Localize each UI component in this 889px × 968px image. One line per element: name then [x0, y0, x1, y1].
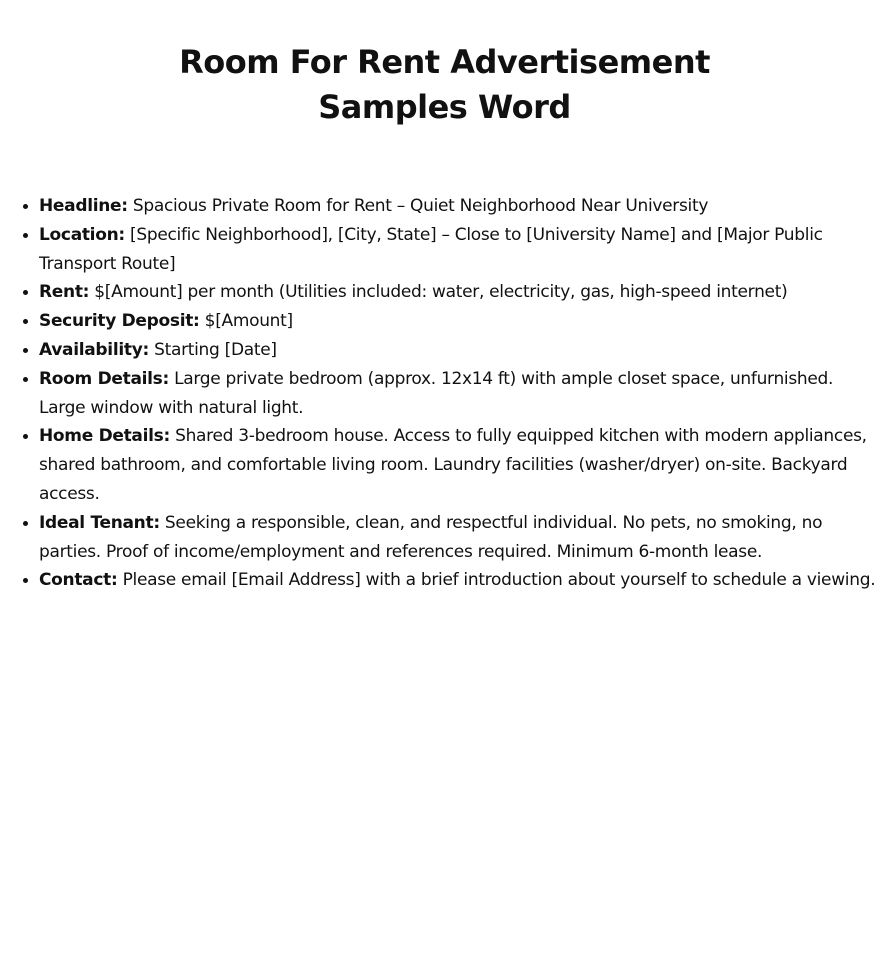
item-label: Home Details:: [39, 426, 170, 447]
list-item-security-deposit: [39, 307, 883, 336]
list-item-room-details: [39, 365, 883, 423]
list-item-rent: [39, 278, 883, 307]
list-item-home-details: [39, 422, 883, 508]
ad-details-list: [0, 192, 889, 595]
item-label: Headline:: [39, 196, 128, 216]
item-text: Starting [Date]: [154, 339, 277, 360]
list-item-headline: [39, 192, 883, 221]
item-label: Room Details:: [39, 368, 169, 389]
title-line-2: Samples Word: [318, 88, 571, 126]
item-text: Shared 3-bedroom house. Access to fully equipped kitchen with modern appliances, shared bathroom, and comfortable living room. Laundry facilities (washer/dryer) on-site. Backyard access.: [39, 426, 867, 504]
item-label: Rent:: [39, 282, 90, 303]
item-label: Ideal Tenant:: [39, 512, 160, 533]
page-title: [0, 40, 889, 130]
title-line-1: Room For Rent Advertisement: [179, 43, 710, 81]
item-text: [Specific Neighborhood], [City, State] – Close to [University Name] and [Major Public Transport Route]: [39, 224, 823, 274]
list-item-availability: [39, 336, 883, 365]
list-item-ideal-tenant: [39, 509, 883, 567]
item-text: $[Amount] per month (Utilities included: water, electricity, gas, high-speed internet): [94, 282, 788, 303]
item-label: Location:: [39, 224, 125, 245]
item-text: Please email [Email Address] with a brief introduction about yourself to schedule a viewing.: [122, 570, 876, 591]
item-label: Security Deposit:: [39, 311, 200, 332]
item-label: Contact:: [39, 570, 118, 591]
item-text: Spacious Private Room for Rent – Quiet Neighborhood Near University: [132, 196, 709, 216]
item-label: Availability:: [39, 339, 149, 360]
item-text: $[Amount]: [204, 311, 293, 332]
list-item-contact: [39, 566, 883, 595]
item-text: Large private bedroom (approx. 12x14 ft) with ample closet space, unfurnished. Large window with natural light.: [39, 368, 834, 418]
item-text: Seeking a responsible, clean, and respectful individual. No pets, no smoking, no parties. Proof of income/employment and references required. Minimum 6-month lease.: [39, 512, 823, 562]
list-item-location: [39, 221, 883, 279]
